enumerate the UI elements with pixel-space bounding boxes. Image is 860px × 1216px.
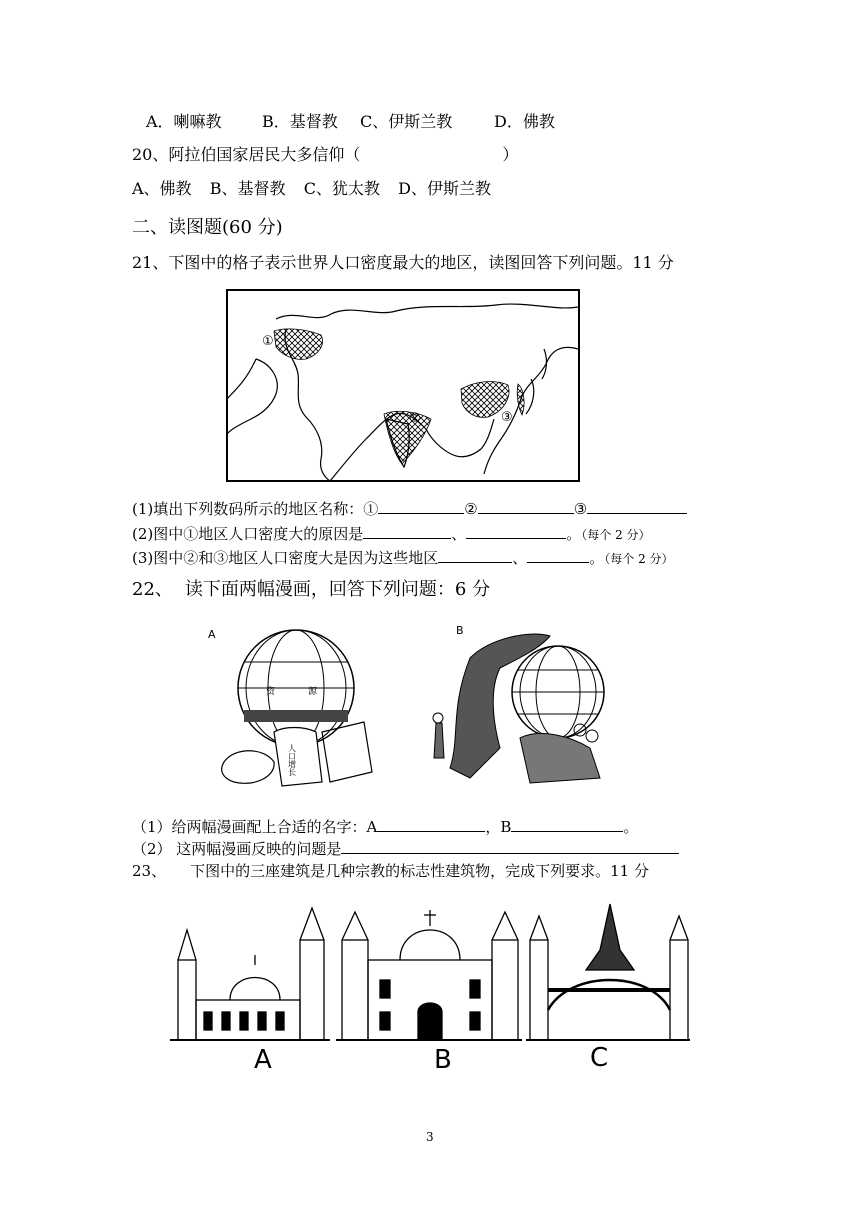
section-title: 二、读图题(60 分) [132,217,283,238]
q22-stem-text: 读下面两幅漫画，回答下列问题：6 分 [184,579,491,600]
answer-blank-8[interactable] [377,817,485,832]
q20-stem-text: 20、阿拉伯国家居民大多信仰（ [132,145,361,164]
q21-sub1-mark1: ① [363,500,379,518]
asia-population-map [226,289,580,482]
religious-buildings-figure [170,900,700,1075]
q19-option-b: B．基督教 [262,112,338,131]
q21-sub1-mark2: ② [464,500,478,518]
mosque-building [170,908,330,1040]
q20-stem [132,145,518,165]
q21-sub1-mark3: ③ [573,500,588,518]
cartoon-b [430,618,612,790]
map-label-1: ① [262,334,274,349]
q22-sub2 [132,839,679,859]
q20-options [132,179,491,199]
answer-blank-1[interactable] [378,499,464,514]
pagoda-building [526,904,690,1040]
answer-blank-5[interactable] [466,524,566,539]
q23-number: 23、 [132,862,167,880]
q21-sub3: (3)图中②和③地区人口密度大是因为这些地区 、 。（每个 2 分） [132,549,674,567]
answer-blank-10[interactable] [341,839,679,854]
q21-sub3-note: （每个 2 分） [604,552,674,566]
cartoon-a [204,622,380,790]
map-label-3: ③ [501,410,513,425]
q20-option-b: B、基督教 [209,179,286,198]
q22-stem [132,580,490,600]
q19-option-c: C、伊斯兰教 [360,112,453,131]
cartoon-a-word-1: 资 [266,687,276,697]
q21-sub2: (2)图中①地区人口密度大的原因是 、 。（每个 2 分） [132,525,651,543]
answer-blank-4[interactable] [363,524,451,539]
cartoon-a-letter: A [208,628,216,641]
answer-blank-2[interactable] [478,499,574,514]
cartoon-a-word-2: 源 [308,687,318,697]
q19-option-d: D．佛教 [494,112,555,131]
q22-number: 22、 [132,579,173,600]
q21-sub2-text: (2)图中①地区人口密度大的原因是 [132,525,364,543]
cartoon-b-letter: B [456,624,464,637]
map-label-2: ② [409,411,421,426]
q23-stem-text: 下图中的三座建筑是几种宗教的标志性建筑物，完成下列要求。11 分 [190,862,649,880]
page-number: 3 [426,1130,434,1144]
q20-option-c: C、犹太教 [303,179,380,198]
answer-blank-3[interactable] [587,499,687,514]
cartoon-a-word-3: 人口增长 [287,744,297,776]
q22-sub1-text: （1）给两幅漫画配上合适的名字：A [132,818,378,836]
q19-option-a: A．喇嘛教 [146,112,222,131]
q20-option-d: D、伊斯兰教 [398,179,491,198]
q22-sub2-text: （2） 这两幅漫画反映的问题是 [132,840,342,858]
building-letter-c: C [590,1043,609,1073]
q20-option-a: A、佛教 [132,179,192,198]
building-letter-a: A [254,1045,272,1075]
building-letter-b: B [434,1045,452,1075]
q23-stem [132,861,649,881]
answer-blank-9[interactable] [511,817,623,832]
q21-sub1 [132,499,687,519]
q21-sub3-text: (3)图中②和③地区人口密度大是因为这些地区 [132,549,439,567]
answer-blank-7[interactable] [527,548,589,563]
q21-sub2-note: （每个 2 分） [581,528,651,542]
q21-stem: 21、下图中的格子表示世界人口密度最大的地区，读图回答下列问题。11 分 [132,253,674,272]
q20-close: ） [502,145,519,164]
q21-sub1-text: (1)填出下列数码所示的地区名称： [132,500,364,518]
answer-blank-6[interactable] [438,548,512,563]
q22-sub1: （1）给两幅漫画配上合适的名字：A ，B 。 [132,818,639,836]
church-building [336,910,522,1040]
